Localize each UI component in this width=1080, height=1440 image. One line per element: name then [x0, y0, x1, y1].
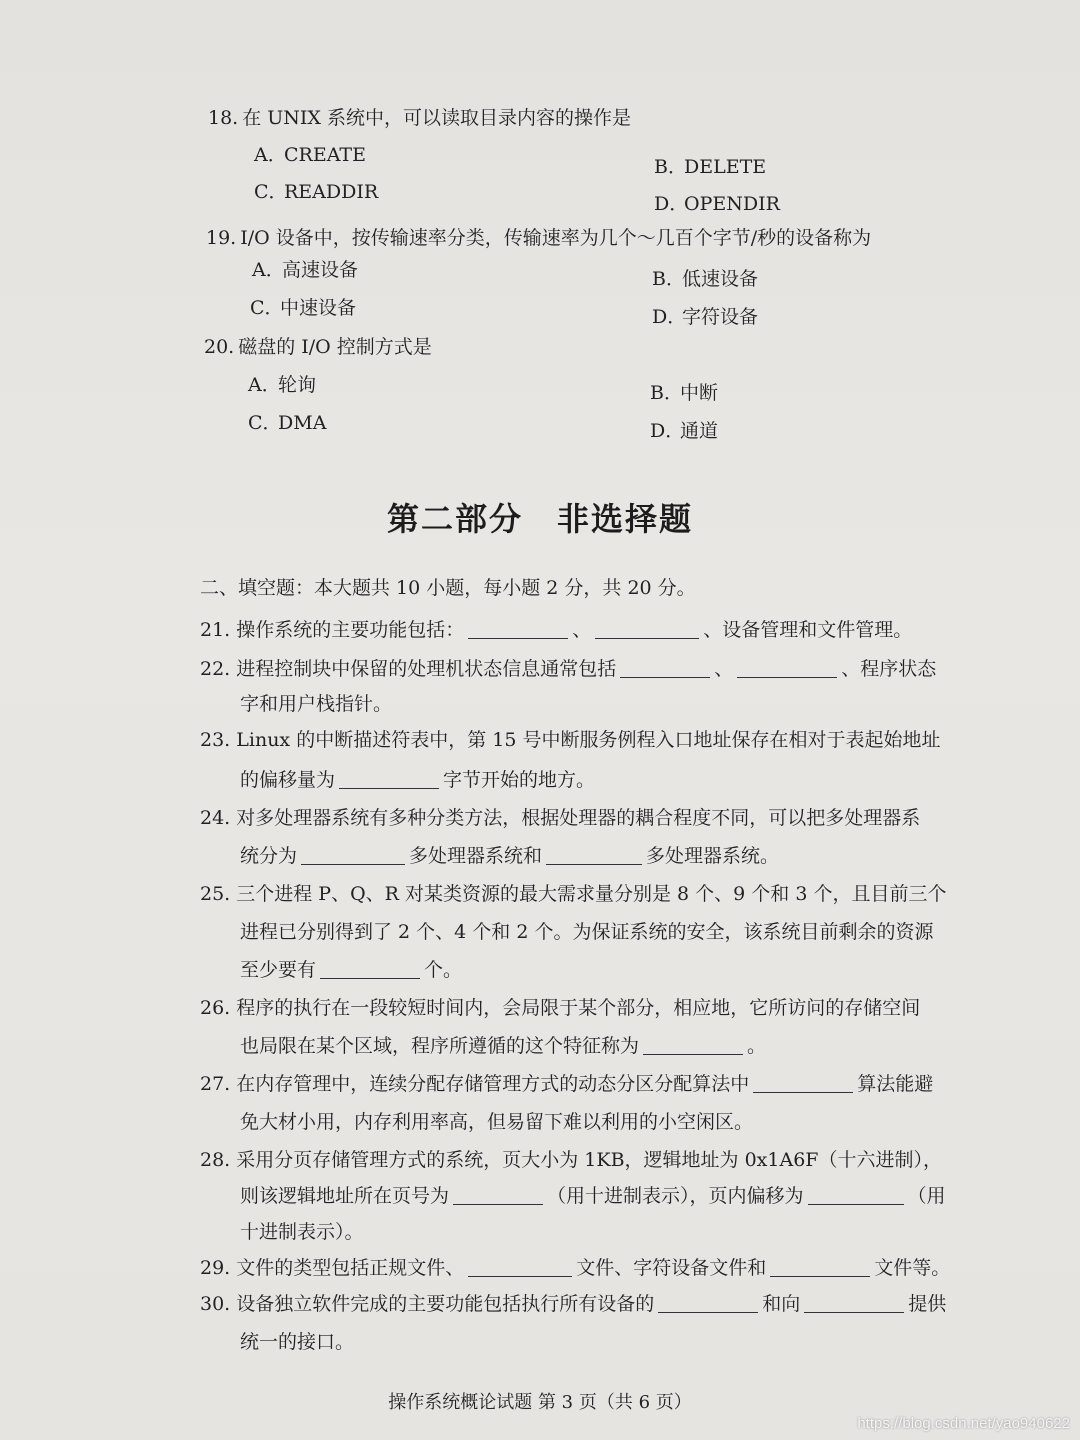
question-30-cont: 统一的接口。	[240, 1331, 355, 1353]
question-number: 30.	[200, 1293, 231, 1315]
answer-blank	[804, 1292, 904, 1313]
option-c	[250, 296, 356, 320]
option-text: 字符设备	[682, 306, 759, 328]
question-text: 采用分页存储管理方式的系统，页大小为 1KB，逻辑地址为 0x1A6F（十六进制），	[236, 1149, 942, 1171]
option-b	[650, 381, 718, 405]
question-text: 算法能避	[857, 1073, 934, 1095]
option-text: 高速设备	[282, 259, 359, 281]
question-text: 字节开始的地方。	[443, 769, 596, 791]
option-label: A．	[252, 259, 285, 281]
question-27-cont: 免大材小用，内存利用率高，但易留下难以利用的小空闲区。	[240, 1111, 754, 1133]
question-text: 文件的类型包括正规文件、	[236, 1257, 465, 1279]
page-footer: 操作系统概论试题 第 3 页（共 6 页）	[388, 1392, 692, 1413]
answer-blank	[753, 1072, 853, 1093]
question-text: 设备独立软件完成的主要功能包括执行所有设备的	[236, 1293, 655, 1315]
question-number: 20.	[204, 336, 235, 358]
option-text: 轮询	[278, 374, 317, 396]
question-text: 磁盘的 I/O 控制方式是	[238, 336, 432, 358]
option-text: OPENDIR	[684, 193, 780, 215]
question-text: 和向	[762, 1293, 801, 1315]
option-label: C．	[248, 412, 282, 434]
question-25-cont: 进程已分别得到了 2 个、4 个和 2 个。为保证系统的安全，该系统目前剩余的资源	[240, 921, 934, 943]
question-text: 提供	[908, 1293, 947, 1315]
answer-blank	[339, 768, 439, 789]
question-text: 的偏移量为	[240, 769, 336, 791]
question-text: （用	[907, 1185, 946, 1207]
question-text: 文件等。	[874, 1257, 951, 1279]
question-number: 22.	[200, 658, 231, 680]
question-text: Linux 的中断描述符表中，第 15 号中断服务例程入口地址保存在相对于表起始地址	[236, 729, 941, 751]
option-text: READDIR	[284, 181, 379, 203]
answer-blank	[770, 1256, 870, 1277]
question-text: （用十进制表示），页内偏移为	[547, 1185, 804, 1207]
watermark: https://blog.csdn.net/yao940622	[857, 1415, 1070, 1432]
question-25-cont2	[240, 952, 462, 988]
question-23-cont	[240, 762, 595, 798]
question-28-cont2: 十进制表示）。	[240, 1221, 364, 1243]
question-29	[200, 1250, 950, 1286]
option-label: B．	[654, 156, 687, 178]
question-text: 也局限在某个区域，程序所遵循的这个特征称为	[240, 1035, 640, 1057]
question-number: 25.	[200, 883, 231, 905]
option-label: D．	[650, 420, 685, 442]
option-d	[652, 305, 758, 329]
option-label: B．	[650, 382, 683, 404]
option-a	[254, 143, 366, 167]
question-text: 三个进程 P、Q、R 对某类资源的最大需求量分别是 8 个、9 个和 3 个，且目前三个	[236, 883, 947, 905]
option-b	[652, 267, 758, 291]
option-c	[254, 180, 378, 204]
question-number: 23.	[200, 729, 231, 751]
question-28-cont	[240, 1178, 946, 1214]
question-18	[208, 106, 631, 130]
answer-blank	[658, 1292, 758, 1313]
question-text: 、设备管理和文件管理。	[703, 619, 913, 641]
option-text: 低速设备	[682, 268, 759, 290]
option-text: DMA	[278, 412, 327, 434]
option-d	[654, 192, 780, 216]
question-number: 29.	[200, 1257, 231, 1279]
option-text: 中速设备	[280, 297, 357, 319]
question-19	[206, 226, 871, 250]
question-text: I/O 设备中，按传输速率分类，传输速率为几个～几百个字节/秒的设备称为	[240, 227, 872, 249]
answer-blank	[546, 844, 642, 865]
option-label: A．	[254, 144, 287, 166]
question-number: 27.	[200, 1073, 231, 1095]
question-text: 个。	[424, 959, 463, 981]
question-text: 统分为	[240, 845, 298, 867]
question-text: 进程控制块中保留的处理机状态信息通常包括	[236, 658, 617, 680]
question-22	[200, 651, 936, 687]
question-20	[204, 335, 432, 359]
answer-blank	[643, 1034, 743, 1055]
question-text: 多处理器系统。	[646, 845, 780, 867]
option-d	[650, 419, 718, 443]
question-text: 程序的执行在一段较短时间内，会局限于某个部分，相应地，它所访问的存储空间	[236, 997, 921, 1019]
section-heading: 二、填空题：本大题共 10 小题，每小题 2 分，共 20 分。	[200, 577, 696, 599]
question-24-cont	[240, 838, 779, 874]
question-text: 对多处理器系统有多种分类方法，根据处理器的耦合程度不同，可以把多处理器系	[236, 807, 921, 829]
question-number: 18.	[208, 107, 239, 129]
question-number: 24.	[200, 807, 231, 829]
question-text: 文件、字符设备文件和	[576, 1257, 767, 1279]
answer-blank	[595, 618, 699, 639]
question-24	[200, 800, 920, 836]
option-text: DELETE	[684, 156, 767, 178]
option-label: B．	[652, 268, 685, 290]
question-26	[200, 990, 920, 1026]
question-23	[200, 722, 940, 758]
option-label: A．	[248, 374, 281, 396]
option-label: C．	[254, 181, 288, 203]
question-text: 操作系统的主要功能包括：	[236, 619, 465, 641]
option-label: C．	[250, 297, 284, 319]
question-number: 21.	[200, 619, 231, 641]
question-text: 、	[572, 619, 592, 641]
option-text: CREATE	[284, 144, 366, 166]
answer-blank	[620, 657, 710, 678]
question-22-cont: 字和用户栈指针。	[240, 693, 393, 715]
question-number: 26.	[200, 997, 231, 1019]
question-30	[200, 1286, 946, 1322]
question-number: 19.	[206, 227, 237, 249]
question-28	[200, 1142, 942, 1178]
answer-blank	[453, 1184, 543, 1205]
question-text: 、程序状态	[841, 658, 937, 680]
answer-blank	[468, 618, 568, 639]
question-text: 在内存管理中，连续分配存储管理方式的动态分区分配算法中	[236, 1073, 750, 1095]
question-text: 则该逻辑地址所在页号为	[240, 1185, 450, 1207]
question-21	[200, 612, 912, 648]
option-text: 通道	[680, 420, 719, 442]
question-27	[200, 1066, 933, 1102]
question-text: 、	[714, 658, 734, 680]
question-25	[200, 876, 946, 912]
option-a	[252, 258, 358, 282]
option-label: D．	[652, 306, 687, 328]
answer-blank	[808, 1184, 904, 1205]
question-text: 。	[747, 1035, 767, 1057]
answer-blank	[301, 844, 405, 865]
question-26-cont	[240, 1028, 766, 1064]
part-title: 第二部分 非选择题	[386, 500, 693, 538]
answer-blank	[468, 1256, 572, 1277]
answer-blank	[320, 958, 420, 979]
option-text: 中断	[680, 382, 719, 404]
option-b	[654, 155, 766, 179]
option-label: D．	[654, 193, 689, 215]
question-text: 多处理器系统和	[409, 845, 543, 867]
answer-blank	[737, 657, 837, 678]
question-text: 至少要有	[240, 959, 317, 981]
option-a	[248, 373, 316, 397]
question-number: 28.	[200, 1149, 231, 1171]
question-text: 在 UNIX 系统中，可以读取目录内容的操作是	[242, 107, 631, 129]
option-c	[248, 411, 326, 435]
